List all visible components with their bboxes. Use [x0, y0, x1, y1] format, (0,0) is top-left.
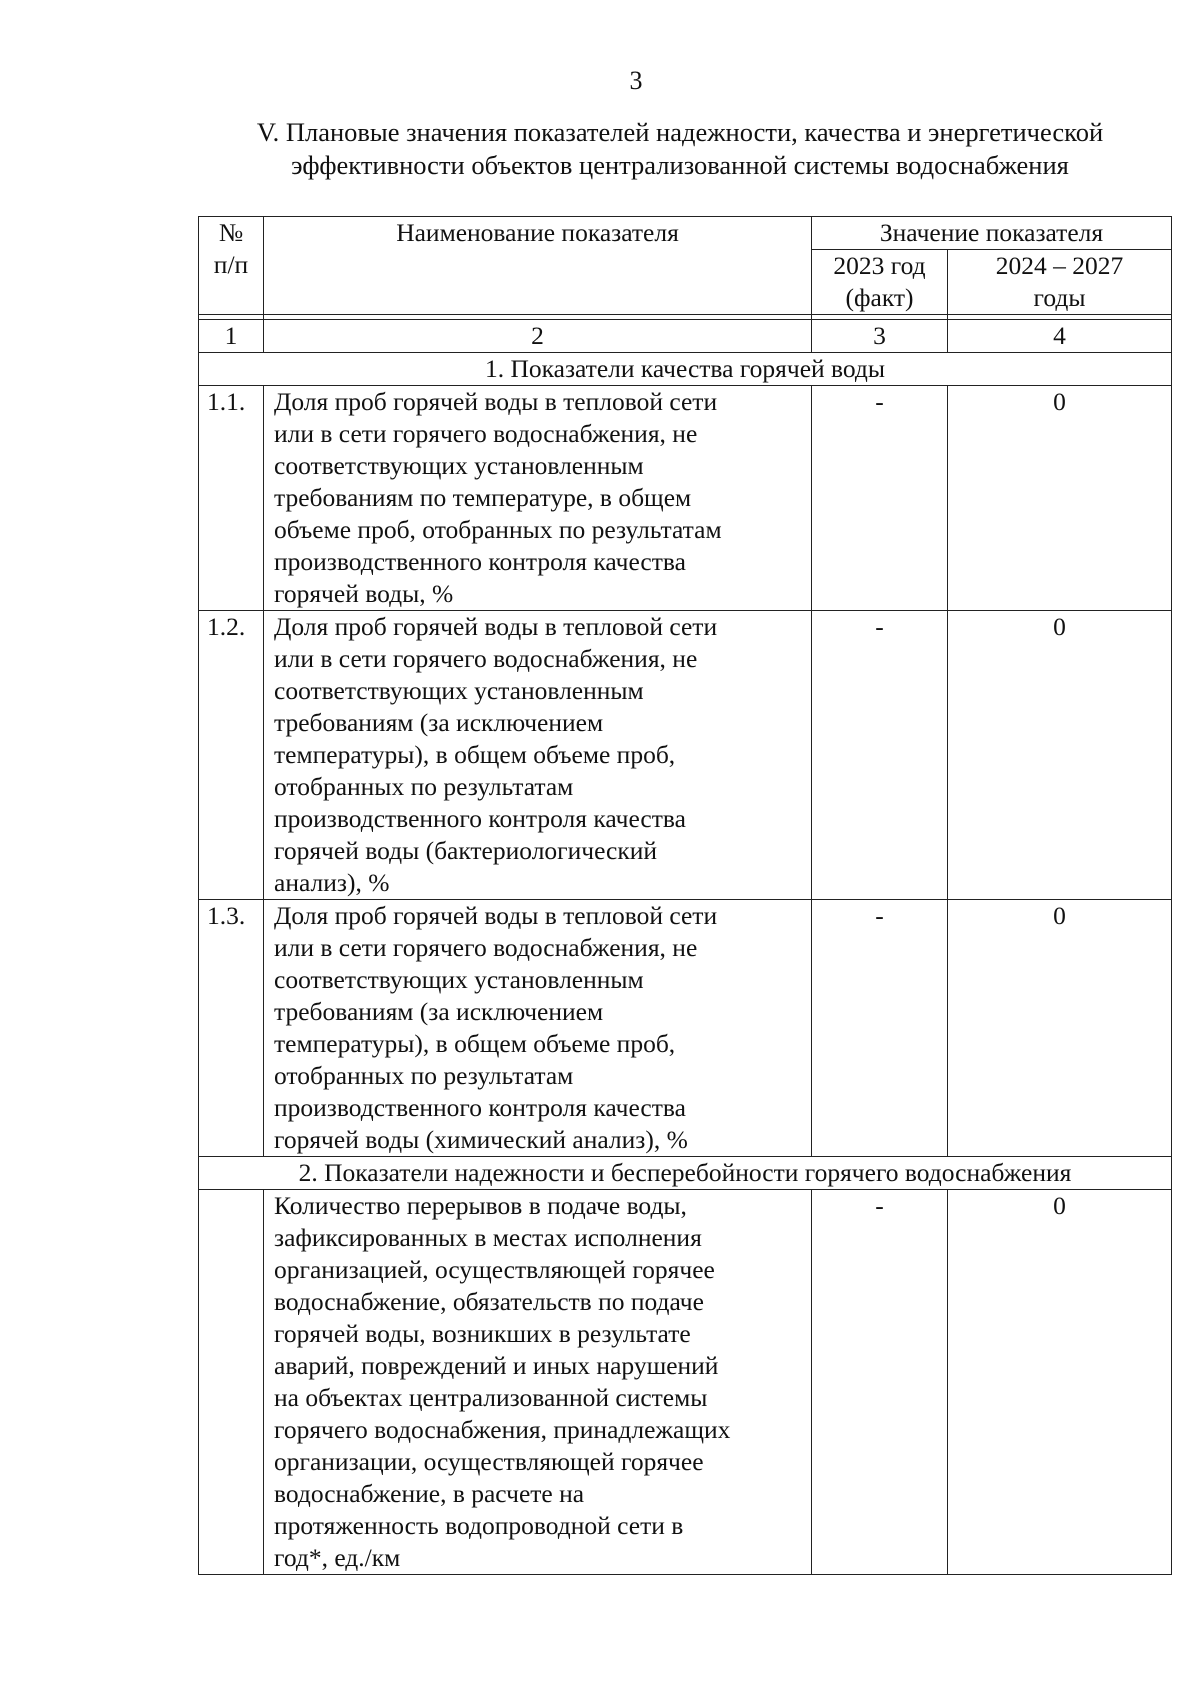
row-1-1-line-1: Доля проб горячей воды в тепловой сети [274, 387, 718, 416]
row-1-2-fact: - [812, 611, 948, 900]
header-num-line-1: № [218, 218, 244, 247]
section-1-title: 1. Показатели качества горячей воды [199, 353, 1172, 386]
row-1-3-label [264, 900, 812, 1157]
row-2-1-line-8: горячего водоснабжения, принадлежащих [274, 1415, 731, 1444]
row-2-1-line-3: организацией, осуществляющей горячее [274, 1255, 715, 1284]
row-2-1-line-7: на объектах централизованной системы [274, 1383, 708, 1412]
row-1-2-line-8: горячей воды (бактериологический [274, 836, 658, 865]
row-1-1-fact: - [812, 386, 948, 611]
row-1-2-num: 1.2. [199, 611, 264, 900]
row-1-3-line-2: или в сети горячего водоснабжения, не [274, 933, 698, 962]
row-1-1-line-4: требованиям по температуре, в общем [274, 483, 692, 512]
row-2-1-line-10: водоснабжение, в расчете на [274, 1479, 585, 1508]
table-row [199, 1190, 1172, 1575]
row-1-3-line-6: отобранных по результатам [274, 1061, 574, 1090]
row-2-1-line-4: водоснабжение, обязательств по подаче [274, 1287, 704, 1316]
header-num-cell [199, 217, 264, 315]
row-1-1-line-3: соответствующих установленным [274, 451, 644, 480]
row-1-2-line-9: анализ), % [274, 868, 390, 897]
row-1-3-line-4: требованиям (за исключением [274, 997, 604, 1026]
section-2-title: 2. Показатели надежности и бесперебойности горячего водоснабжения [199, 1157, 1172, 1190]
row-1-1-label [264, 386, 812, 611]
row-1-1-line-5: объеме проб, отобранных по результатам [274, 515, 722, 544]
row-1-2-plan: 0 [948, 611, 1172, 900]
row-1-3-line-5: температуры), в общем объеме проб, [274, 1029, 676, 1058]
row-1-3-line-1: Доля проб горячей воды в тепловой сети [274, 901, 718, 930]
row-1-2-line-5: температуры), в общем объеме проб, [274, 740, 676, 769]
column-number-3: 3 [812, 320, 948, 353]
row-1-1-line-6: производственного контроля качества [274, 547, 686, 576]
table-row [199, 611, 1172, 900]
row-1-3-fact: - [812, 900, 948, 1157]
row-2-1-line-2: зафиксированных в местах исполнения [274, 1223, 702, 1252]
row-1-3-line-8: горячей воды (химический анализ), % [274, 1125, 688, 1154]
page-title [200, 116, 1160, 182]
row-1-1-line-7: горячей воды, % [274, 579, 454, 608]
row-2-1-fact: - [812, 1190, 948, 1575]
row-2-1-line-9: организации, осуществляющей горячее [274, 1447, 704, 1476]
row-1-2-label [264, 611, 812, 900]
row-1-2-line-2: или в сети горячего водоснабжения, не [274, 644, 698, 673]
row-1-1-plan: 0 [948, 386, 1172, 611]
indicators-table [198, 216, 1172, 1575]
column-numbers-row [199, 320, 1172, 353]
row-2-1-line-11: протяженность водопроводной сети в [274, 1511, 684, 1540]
header-value-cell: Значение показателя [812, 217, 1172, 250]
page-title-line-2: эффективности объектов централизованной системы водоснабжения [291, 150, 1069, 180]
header-col3-line-2: (факт) [845, 283, 914, 312]
row-2-1-line-6: аварий, повреждений и иных нарушений [274, 1351, 719, 1380]
page-title-line-1: V. Плановые значения показателей надежности, качества и энергетической [256, 117, 1104, 147]
row-1-3-plan: 0 [948, 900, 1172, 1157]
table-header-row [199, 217, 1172, 250]
row-1-3-num: 1.3. [199, 900, 264, 1157]
table-row [199, 900, 1172, 1157]
row-2-1-num [199, 1190, 264, 1575]
header-name-cell: Наименование показателя [264, 217, 812, 315]
section-2-row [199, 1157, 1172, 1190]
header-num-line-2: п/п [213, 250, 249, 279]
row-2-1-label [264, 1190, 812, 1575]
column-number-4: 4 [948, 320, 1172, 353]
row-1-2-line-4: требованиям (за исключением [274, 708, 604, 737]
column-number-2: 2 [264, 320, 812, 353]
section-1-row [199, 353, 1172, 386]
column-number-1: 1 [199, 320, 264, 353]
row-1-1-line-2: или в сети горячего водоснабжения, не [274, 419, 698, 448]
header-col3-cell [812, 250, 948, 315]
row-1-1-num: 1.1. [199, 386, 264, 611]
row-1-2-line-6: отобранных по результатам [274, 772, 574, 801]
row-2-1-line-5: горячей воды, возникших в результате [274, 1319, 691, 1348]
row-2-1-line-12: год*, ед./км [274, 1543, 401, 1572]
page-number: 3 [629, 66, 643, 95]
header-col4-cell [948, 250, 1172, 315]
row-2-1-plan: 0 [948, 1190, 1172, 1575]
row-2-1-line-1: Количество перерывов в подаче воды, [274, 1191, 687, 1220]
row-1-3-line-7: производственного контроля качества [274, 1093, 686, 1122]
row-1-3-line-3: соответствующих установленным [274, 965, 644, 994]
table-row [199, 386, 1172, 611]
row-1-2-line-7: производственного контроля качества [274, 804, 686, 833]
header-col3-line-1: 2023 год [833, 251, 926, 280]
row-1-2-line-3: соответствующих установленным [274, 676, 644, 705]
header-col4-line-2: годы [1033, 283, 1086, 312]
row-1-2-line-1: Доля проб горячей воды в тепловой сети [274, 612, 718, 641]
header-col4-line-1: 2024 – 2027 [995, 251, 1124, 280]
